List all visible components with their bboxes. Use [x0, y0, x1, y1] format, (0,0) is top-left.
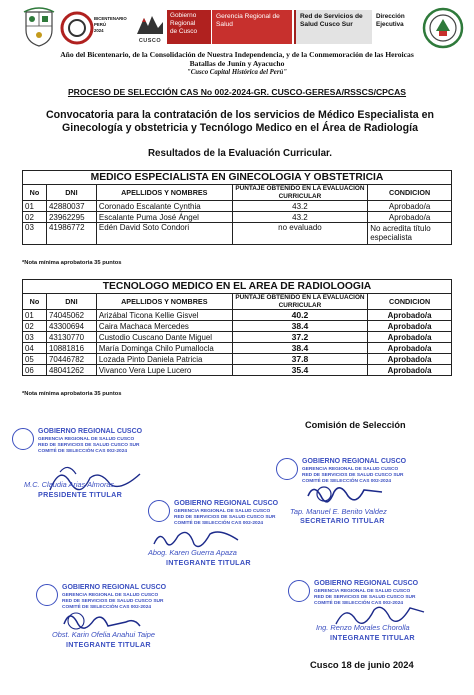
row-no: 02: [23, 212, 47, 223]
year-motto-line-2: Batallas de Junín y Ayacucho: [189, 59, 285, 68]
stamp-line-3: RED DE SERVICIOS DE SALUD CUSCO SUR: [174, 515, 276, 520]
signatory-name: Ing. Renzo Morales Chorolla: [316, 623, 410, 632]
stamp-line-3: RED DE SERVICIOS DE SALUD CUSCO SUR: [38, 443, 140, 448]
red-line-2: Salud Cusco Sur: [300, 21, 353, 28]
direccion-line-2: Ejecutiva: [376, 21, 404, 28]
stamp-line-4: COMITÉ DE SELECCIÓN CAS 002-2024: [302, 479, 392, 484]
row-dni: 42880037: [46, 201, 96, 212]
signatory-role: INTEGRANTE TITULAR: [66, 640, 151, 649]
row-name: Lozada Pinto Daniela Patricia: [96, 354, 232, 365]
stamp-line-1: GOBIERNO REGIONAL CUSCO: [302, 458, 407, 465]
signatory-role: PRESIDENTE TITULAR: [38, 490, 123, 499]
stamp-line-4: COMITÉ DE SELECCIÓN CAS 002-2024: [314, 601, 404, 606]
column-header-condition: CONDICION: [368, 294, 452, 310]
table-row: [23, 354, 452, 365]
row-no: 04: [23, 343, 47, 354]
table-row: [23, 201, 452, 212]
row-condition: Aprobado/a: [368, 343, 452, 354]
row-no: 03: [23, 223, 47, 245]
row-score: 38.4: [232, 343, 367, 354]
signatory-name: Tap. Manuel E. Benito Valdez: [290, 507, 387, 516]
row-no: 01: [23, 310, 47, 321]
stamp-line-2: GERENCIA REGIONAL DE SALUD CUSCO: [38, 437, 135, 442]
column-header-name: APELLIDOS Y NOMBRES: [96, 185, 232, 201]
stamp-line-3: RED DE SERVICIOS DE SALUD CUSCO SUR: [302, 473, 404, 478]
row-dni: 48041262: [46, 365, 96, 376]
row-condition: Aprobado/a: [368, 321, 452, 332]
signatory-role: SECRETARIO TITULAR: [300, 516, 385, 525]
table-section-title: TECNOLOGO MEDICO EN EL AREA DE RADIOLOOGIA: [23, 280, 452, 294]
signatory-name: Obst. Karin Ofelia Anahui Taipe: [52, 630, 155, 639]
row-condition: Aprobado/a: [368, 310, 452, 321]
results-title: Resultados de la Evaluación Curricular.: [147, 148, 333, 159]
stamp-line-1: GOBIERNO REGIONAL CUSCO: [314, 580, 419, 587]
document-date: Cusco 18 de junio 2024: [310, 659, 414, 670]
table-row: [23, 212, 452, 223]
row-dni: 74045062: [46, 310, 96, 321]
peru-coat-of-arms-icon: [22, 6, 56, 48]
row-score: 37.2: [232, 332, 367, 343]
row-score: 37.8: [232, 354, 367, 365]
signatory-name: Abog. Karen Guerra Apaza: [148, 548, 237, 557]
column-header-name: APELLIDOS Y NOMBRES: [96, 294, 232, 310]
year-motto-line-1: Año del Bicentenario, de la Consolidación de Nuestra Independencia, y de la Conmemoración de las Heroicas: [60, 50, 414, 59]
table-row: [23, 223, 452, 245]
column-header-dni: DNI: [46, 294, 96, 310]
gobierno-line-1: Gobierno: [170, 12, 197, 19]
row-condition: Aprobado/a: [368, 212, 452, 223]
row-condition: No acredita título especialista: [368, 223, 452, 245]
stamp-line-4: COMITÉ DE SELECCIÓN CAS 002-2024: [174, 521, 264, 526]
signatory-role: INTEGRANTE TITULAR: [166, 558, 251, 567]
seal-icon: [276, 458, 298, 480]
row-name: Escalante Puma José Ángel: [96, 212, 232, 223]
row-name: Vivanco Vera Lupe Lucero: [96, 365, 232, 376]
seal-icon: [288, 580, 310, 602]
stamp-line-2: GERENCIA REGIONAL DE SALUD CUSCO: [302, 467, 399, 472]
row-no: 01: [23, 201, 47, 212]
row-no: 05: [23, 354, 47, 365]
column-header-no: No: [23, 185, 47, 201]
stamp-line-1: GOBIERNO REGIONAL CUSCO: [62, 584, 167, 591]
minimum-score-note: *Nota mínima aprobatoria 35 puntos: [22, 260, 122, 266]
cusco-logo-text: CUSCO: [138, 38, 162, 44]
table-section-title: MEDICO ESPECIALISTA EN GINECOLOGIA Y OBSTETRICIA: [23, 171, 452, 185]
row-dni: 41986772: [46, 223, 96, 245]
column-header-no: No: [23, 294, 47, 310]
results-table-gynecology: [22, 170, 452, 245]
table-row: [23, 332, 452, 343]
row-name: Edén David Soto Condori: [96, 223, 232, 245]
row-score: no evaluado: [232, 223, 367, 245]
gobierno-line-3: de Cusco: [170, 28, 197, 35]
gerencia-line-2: Salud: [216, 21, 233, 28]
row-score: 43.2: [232, 201, 367, 212]
convocatoria-line-2: Ginecología y obstetricia y Tecnólogo Medico en el Área de Radiología: [62, 121, 418, 134]
row-name: Custodio Cuscano Dante Miguel: [96, 332, 232, 343]
direccion-line-1: Dirección: [376, 13, 405, 20]
red-line-1: Red de Servicios de: [300, 13, 363, 20]
row-no: 02: [23, 321, 47, 332]
row-name: Arizábal Ticona Kellie Gisvel: [96, 310, 232, 321]
row-dni: 43300694: [46, 321, 96, 332]
stamp-line-4: COMITÉ DE SELECCIÓN CAS 002-2024: [62, 605, 152, 610]
convocatoria-line-1: Convocatoria para la contratación de los servicios de Médico Especialista en: [46, 109, 434, 121]
column-header-score: PUNTAJE OBTENIDO EN LA EVALUACION CURRICULAR: [232, 185, 367, 201]
gobierno-line-2: Regional: [170, 20, 196, 27]
row-name: Caira Machaca Mercedes: [96, 321, 232, 332]
stamp-line-3: RED DE SERVICIOS DE SALUD CUSCO SUR: [314, 595, 416, 600]
table-row: [23, 343, 452, 354]
table-row: [23, 310, 452, 321]
gerencia-line-1: Gerencia Regional de: [216, 13, 280, 20]
cusco-logo: [134, 12, 166, 46]
row-score: 35.4: [232, 365, 367, 376]
stamp-line-2: GERENCIA REGIONAL DE SALUD CUSCO: [174, 509, 271, 514]
direccion-ejecutiva-box: [373, 10, 421, 44]
row-name: María Dominga Chilo Pumallocla: [96, 343, 232, 354]
red-servicios-box: [294, 10, 372, 44]
row-condition: Aprobado/a: [368, 201, 452, 212]
bicentenario-country: PERÚ: [94, 22, 106, 27]
gobierno-regional-box: [167, 10, 211, 44]
row-condition: Aprobado/a: [368, 365, 452, 376]
stamp-line-1: GOBIERNO REGIONAL CUSCO: [38, 428, 143, 435]
bicentenario-logo: [60, 10, 132, 46]
row-dni: 23962295: [46, 212, 96, 223]
row-score: 38.4: [232, 321, 367, 332]
bicentenario-label: BICENTENARIO: [94, 16, 127, 21]
stamp-line-2: GERENCIA REGIONAL DE SALUD CUSCO: [62, 593, 159, 598]
column-header-score: PUNTAJE OBTENIDO EN LA EVALUACION CURRICULAR: [232, 294, 367, 310]
column-header-condition: CONDICION: [368, 185, 452, 201]
signatory-role: INTEGRANTE TITULAR: [330, 633, 415, 642]
stamp-line-3: RED DE SERVICIOS DE SALUD CUSCO SUR: [62, 599, 164, 604]
commission-title: Comisión de Selección: [305, 420, 406, 430]
stamp-line-2: GERENCIA REGIONAL DE SALUD CUSCO: [314, 589, 411, 594]
table-row: [23, 365, 452, 376]
table-row: [23, 321, 452, 332]
seal-icon: [148, 500, 170, 522]
convocatoria-heading: [20, 109, 460, 134]
row-score: 43.2: [232, 212, 367, 223]
seal-icon: [36, 584, 58, 606]
row-dni: 43130770: [46, 332, 96, 343]
row-condition: Aprobado/a: [368, 332, 452, 343]
stamp-line-1: GOBIERNO REGIONAL CUSCO: [174, 500, 279, 507]
process-title: PROCESO DE SELECCIÓN CAS No 002-2024-GR. CUSCO-GERESA/RSSCS/CPCAS: [67, 87, 407, 97]
row-no: 06: [23, 365, 47, 376]
seal-icon: [12, 428, 34, 450]
row-condition: Aprobado/a: [368, 354, 452, 365]
signatory-name: M.C. Claudia Arias Almoras: [24, 480, 115, 489]
gerencia-regional-box: [212, 10, 292, 44]
row-no: 03: [23, 332, 47, 343]
bicentenario-year: 2024: [94, 28, 104, 33]
row-score: 40.2: [232, 310, 367, 321]
row-name: Coronado Escalante Cynthia: [96, 201, 232, 212]
row-dni: 70446782: [46, 354, 96, 365]
row-dni: 10881816: [46, 343, 96, 354]
stamp-line-4: COMITÉ DE SELECCIÓN CAS 002-2024: [38, 449, 128, 454]
red-salud-seal-icon: [422, 7, 464, 49]
column-header-dni: DNI: [46, 185, 96, 201]
city-motto: "Cusco Capital Histórica del Perú": [186, 69, 288, 76]
minimum-score-note: *Nota mínima aprobatoria 35 puntos: [22, 391, 122, 397]
results-table-radiology: [22, 279, 452, 376]
